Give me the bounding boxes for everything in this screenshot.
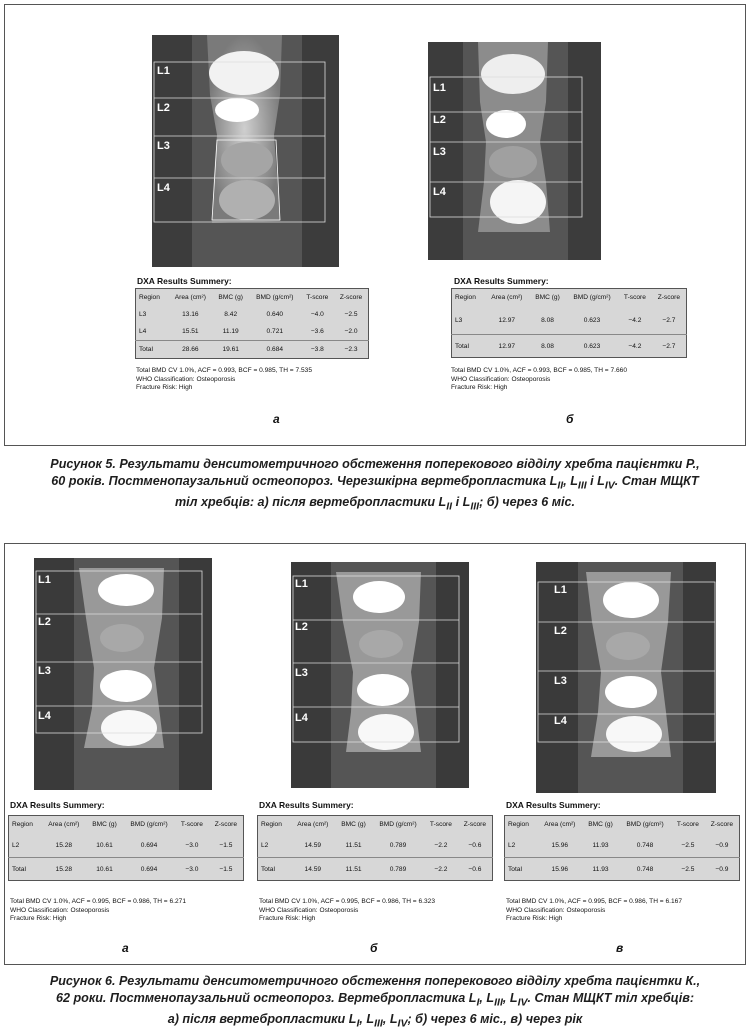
column-header: Area (cm²): [48, 821, 80, 828]
table-header-row: [452, 289, 687, 307]
table-cell: 14.59: [290, 858, 335, 881]
table-cell: −2.2: [424, 858, 458, 881]
dxa-results-table: [135, 288, 369, 359]
vertebra-label: L2: [157, 102, 170, 114]
column-header: Z-score: [463, 821, 487, 828]
table-cell: L2: [12, 841, 20, 849]
table-cell: 0.684: [249, 341, 301, 359]
table-cell: 12.97: [498, 316, 516, 324]
table-cell: −2.7: [662, 316, 676, 324]
table-cell: 0.694: [123, 858, 175, 881]
table-cell: −2.3: [334, 341, 368, 359]
table-cell: −2.5: [671, 858, 705, 881]
dxa-results-title: DXA Results Summery:: [506, 800, 601, 810]
note-line: Fracture Risk: High: [10, 915, 67, 922]
table-cell: 8.42: [224, 311, 238, 318]
dxa-notes: [451, 367, 627, 393]
vertebra-label: L4: [38, 710, 51, 722]
column-header: T-score: [623, 294, 646, 301]
caption-line: Рисунок 6. Результати денситометричного обстеження поперекового відділу хребта пацієнтки К.,: [49, 974, 701, 988]
subfigure-letter: а: [273, 412, 280, 426]
column-header: Area (cm²): [174, 294, 206, 301]
table-header-row: [505, 816, 740, 834]
column-header: BMD (g/cm²): [573, 294, 611, 301]
column-header: BMD (g/cm²): [379, 821, 417, 828]
table-cell: L2: [261, 841, 269, 849]
table-cell: 15.51: [182, 328, 199, 335]
vertebra-label: L3: [295, 667, 308, 679]
column-header: Area (cm²): [544, 821, 576, 828]
table-cell: 15.96: [551, 841, 569, 849]
table-row: [136, 306, 369, 323]
table-cell: −0.6: [468, 841, 482, 849]
table-cell: 0.623: [566, 335, 618, 358]
caption-text: і L: [586, 473, 605, 488]
dxa-results-table: [451, 288, 687, 358]
table-cell: 0.748: [619, 858, 671, 881]
caption-line: Рисунок 5. Результати денситометричного обстеження поперекового відділу хребта пацієнтки Р.,: [50, 457, 700, 471]
table-cell: 11.51: [345, 841, 362, 849]
dxa-notes: [10, 898, 186, 924]
note-line: Total BMD CV 1.0%, ACF = 0.993, BCF = 0.985, TH = 7.535: [136, 367, 312, 374]
column-header: T-score: [429, 821, 452, 828]
column-header: T-score: [180, 821, 203, 828]
table-cell: 19.61: [212, 341, 248, 359]
table-cell: −3.0: [185, 841, 199, 849]
dxa-scan-image: [291, 562, 469, 788]
table-cell: −2.5: [681, 841, 695, 849]
vertebra-label: L1: [38, 574, 51, 586]
table-cell: 15.28: [55, 841, 73, 849]
table-cell: −4.2: [628, 316, 642, 324]
column-header: Region: [139, 294, 160, 301]
vertebra-label: L2: [433, 114, 446, 126]
vertebra-label: L3: [38, 665, 51, 677]
caption-text: , L: [382, 1011, 398, 1026]
table-cell: −3.6: [310, 328, 324, 335]
note-line: WHO Classification: Osteoporosis: [506, 906, 606, 914]
table-cell: L3: [455, 316, 463, 324]
spine-scan-graphic: [428, 42, 601, 260]
caption-text: 60 років. Постменопаузальний остеопороз. Черезшкірна вертебропластика L: [51, 473, 558, 488]
column-header: Z-score: [214, 821, 238, 828]
table-cell: −0.9: [705, 858, 740, 881]
vertebra-label: L4: [157, 182, 170, 194]
table-cell: −1.5: [219, 841, 233, 849]
note-line: Total BMD CV 1.0%, ACF = 0.995, BCF = 0.986, TH = 6.323: [259, 898, 435, 905]
vertebra-label: L3: [433, 146, 446, 158]
table-cell: −3.8: [301, 341, 334, 359]
dxa-notes: [136, 367, 312, 393]
subfigure-letter: а: [122, 941, 129, 955]
caption-text: 62 роки. Постменопаузальний остеопороз. Вертебропластика L: [55, 990, 477, 1005]
table-cell: 14.59: [304, 841, 322, 849]
figure-5-caption: [0, 456, 750, 515]
caption-text: ; б) через 6 міс., в) через рік: [407, 1011, 583, 1026]
note-line: Total BMD CV 1.0%, ACF = 0.993, BCF = 0.985, TH = 7.660: [451, 367, 627, 374]
column-header: T-score: [676, 821, 699, 828]
vertebra-label: L1: [554, 584, 567, 596]
table-cell: −2.0: [344, 328, 358, 335]
table-row: [258, 833, 493, 858]
table-row: [136, 323, 369, 341]
note-line: Fracture Risk: High: [259, 915, 316, 922]
table-cell: −0.9: [715, 841, 729, 849]
table-cell: −1.5: [209, 858, 244, 881]
table-cell: 0.789: [389, 841, 407, 849]
note-line: WHO Classification: Osteoporosis: [10, 906, 110, 914]
column-header: BMC (g): [535, 294, 560, 301]
column-header: Z-score: [657, 294, 681, 301]
table-cell: Total: [505, 858, 538, 881]
table-total-row: [136, 341, 369, 359]
caption-text: , L: [502, 990, 518, 1005]
vertebra-label: L2: [554, 625, 567, 637]
dxa-notes: [506, 898, 682, 924]
dxa-scan-image: [536, 562, 716, 793]
column-header: BMC (g): [92, 821, 117, 828]
note-line: Fracture Risk: High: [451, 384, 508, 391]
caption-text: ; б) через 6 міс.: [479, 494, 576, 509]
note-line: Fracture Risk: High: [136, 384, 193, 391]
caption-subscript: III: [577, 479, 587, 492]
spine-scan-graphic: [152, 35, 339, 267]
caption-text: , L: [359, 1011, 375, 1026]
table-cell: L4: [139, 328, 147, 335]
column-header: Z-score: [339, 294, 363, 301]
caption-text: . Стан МЩКТ: [614, 473, 699, 488]
spine-scan-graphic: [34, 558, 212, 790]
table-cell: 13.16: [182, 311, 199, 318]
dxa-results-title: DXA Results Summery:: [10, 800, 105, 810]
column-header: BMC (g): [588, 821, 613, 828]
subfigure-letter: б: [566, 412, 574, 426]
dxa-results-title: DXA Results Summery:: [259, 800, 354, 810]
spine-scan-graphic: [291, 562, 469, 788]
table-cell: Total: [9, 858, 42, 881]
vertebra-label: L2: [38, 616, 51, 628]
table-cell: −2.2: [434, 841, 448, 849]
column-header: BMD (g/cm²): [256, 294, 294, 301]
column-header: Area (cm²): [491, 294, 523, 301]
table-total-row: [258, 858, 493, 881]
note-line: WHO Classification: Osteoporosis: [451, 375, 551, 383]
column-header: BMD (g/cm²): [626, 821, 664, 828]
caption-text: а) після вертебропластики L: [167, 1011, 357, 1026]
vertebra-label: L4: [295, 712, 308, 724]
caption-line: [0, 473, 750, 494]
subfigure-letter: в: [616, 941, 624, 955]
column-header: Z-score: [710, 821, 734, 828]
table-cell: Total: [136, 341, 169, 359]
caption-text: . Стан МЩКТ тіл хребців:: [527, 990, 695, 1005]
caption-subscript: III: [374, 1017, 383, 1030]
vertebra-label: L3: [157, 140, 170, 152]
caption-subscript: II: [446, 500, 453, 513]
vertebra-label: L2: [295, 621, 308, 633]
table-cell: 11.93: [582, 858, 619, 881]
column-header: BMD (g/cm²): [130, 821, 168, 828]
caption-subscript: II: [557, 479, 564, 492]
vertebra-label: L4: [554, 715, 567, 727]
table-total-row: [505, 858, 740, 881]
table-cell: 11.93: [592, 841, 609, 849]
table-cell: 12.97: [484, 335, 529, 358]
caption-text: і L: [452, 494, 471, 509]
table-cell: 8.08: [529, 335, 566, 358]
column-header: BMC (g): [341, 821, 366, 828]
subfigure-letter: б: [370, 941, 378, 955]
table-cell: −4.0: [310, 311, 324, 318]
column-header: T-score: [306, 294, 329, 301]
vertebra-label: L1: [433, 82, 446, 94]
table-header-row: [258, 816, 493, 834]
vertebra-label: L3: [554, 675, 567, 687]
table-cell: 0.623: [583, 316, 601, 324]
figure-6-caption: [0, 973, 750, 1032]
dxa-results-table: [8, 815, 244, 881]
figure-5-frame: [4, 4, 746, 446]
caption-line: [0, 1011, 750, 1032]
caption-subscript: I: [356, 1017, 360, 1030]
caption-text: , L: [479, 990, 495, 1005]
table-cell: 15.96: [537, 858, 582, 881]
vertebra-label: L1: [157, 65, 170, 77]
table-cell: L3: [139, 311, 147, 318]
table-total-row: [9, 858, 244, 881]
dxa-notes: [259, 898, 435, 924]
dxa-scan-image: [34, 558, 212, 790]
table-cell: −4.2: [618, 335, 652, 358]
caption-subscript: III: [494, 996, 503, 1009]
caption-subscript: IV: [397, 1017, 408, 1030]
column-header: Region: [261, 821, 282, 828]
note-line: Total BMD CV 1.0%, ACF = 0.995, BCF = 0.986, TH = 6.167: [506, 898, 682, 905]
caption-text: тіл хребців: а) після вертебропластики L: [174, 494, 447, 509]
note-line: WHO Classification: Osteoporosis: [259, 906, 359, 914]
dxa-results-title: DXA Results Summery:: [454, 276, 549, 286]
table-total-row: [452, 335, 687, 358]
dxa-scan-image: [428, 42, 601, 260]
dxa-scan-image: [152, 35, 339, 267]
table-cell: Total: [258, 858, 291, 881]
dxa-results-table: [257, 815, 493, 881]
vertebra-label: L4: [433, 186, 446, 198]
table-cell: 10.61: [86, 858, 123, 881]
dxa-results-title: DXA Results Summery:: [137, 276, 232, 286]
table-header-row: [9, 816, 244, 834]
column-header: Region: [12, 821, 33, 828]
table-cell: 10.61: [96, 841, 113, 849]
table-cell: 0.789: [372, 858, 424, 881]
table-header-row: [136, 289, 369, 307]
table-cell: −3.0: [175, 858, 209, 881]
caption-subscript: IV: [604, 479, 615, 492]
caption-text: , L: [563, 473, 578, 488]
table-cell: Total: [452, 335, 485, 358]
dxa-results-table: [504, 815, 740, 881]
table-cell: −2.5: [344, 311, 358, 318]
table-cell: 0.640: [266, 311, 284, 318]
table-cell: 11.19: [222, 328, 239, 335]
column-header: Region: [455, 294, 476, 301]
note-line: WHO Classification: Osteoporosis: [136, 375, 236, 383]
table-row: [505, 833, 740, 858]
caption-subscript: III: [470, 500, 480, 513]
column-header: BMC (g): [218, 294, 243, 301]
table-row: [452, 306, 687, 335]
note-line: Fracture Risk: High: [506, 915, 563, 922]
table-cell: −2.7: [652, 335, 687, 358]
table-cell: 15.28: [41, 858, 86, 881]
table-cell: L2: [508, 841, 516, 849]
note-line: Total BMD CV 1.0%, ACF = 0.995, BCF = 0.986, TH = 6.271: [10, 898, 186, 905]
table-cell: 28.66: [168, 341, 212, 359]
caption-line: [0, 494, 750, 515]
table-cell: 8.08: [541, 316, 554, 324]
table-cell: 11.51: [335, 858, 372, 881]
column-header: Region: [508, 821, 529, 828]
caption-subscript: I: [476, 996, 480, 1009]
caption-line: [0, 990, 750, 1011]
table-cell: 0.694: [140, 841, 158, 849]
table-cell: −0.6: [458, 858, 493, 881]
table-cell: 0.748: [636, 841, 654, 849]
vertebra-label: L1: [295, 578, 308, 590]
column-header: Area (cm²): [297, 821, 329, 828]
table-row: [9, 833, 244, 858]
caption-subscript: IV: [517, 996, 528, 1009]
table-cell: 0.721: [266, 328, 284, 335]
